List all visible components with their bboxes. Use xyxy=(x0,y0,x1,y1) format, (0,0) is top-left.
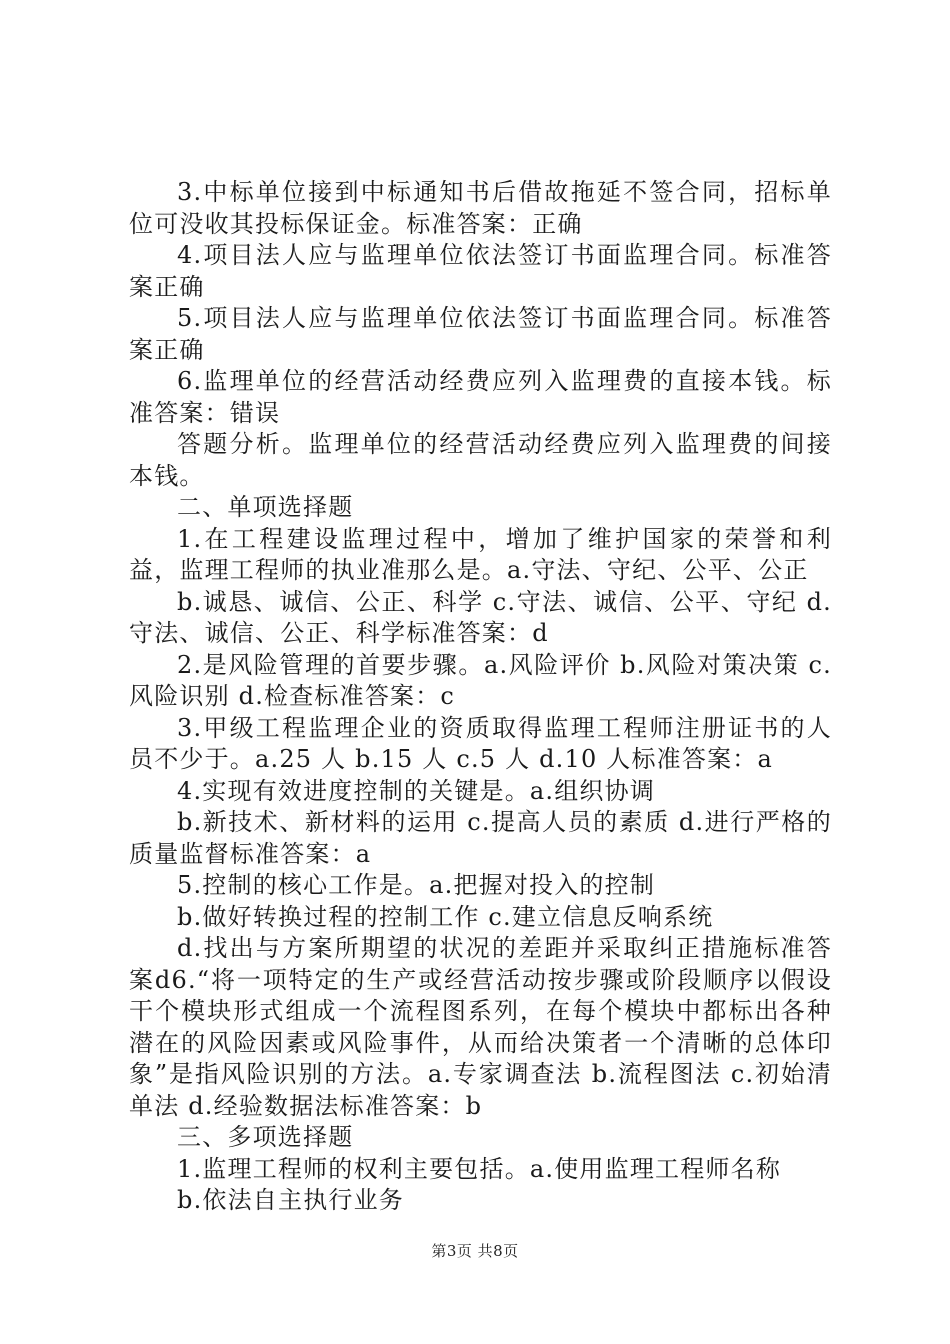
paragraph: 2.是风险管理的首要步骤。a.风险评价 b.风险对策决策 c.风险识别 d.检查标准答案：c xyxy=(129,650,832,710)
paragraph: b.做好转换过程的控制工作 c.建立信息反响系统 xyxy=(177,902,714,931)
paragraph: 1.在工程建设监理过程中，增加了维护国家的荣誉和利益，监理工程师的执业准那么是。a.守法、守纪、公平、公正 xyxy=(129,524,832,584)
page-number: 第3页 共8页 xyxy=(431,1242,519,1260)
document-body xyxy=(129,177,832,1217)
paragraph: 5.项目法人应与监理单位依法签订书面监理合同。标准答案正确 xyxy=(129,304,832,364)
paragraph: b.诚恳、诚信、公正、科学 c.守法、诚信、公平、守纪 d.守法、诚信、公正、科学标准答案：d xyxy=(129,587,832,647)
paragraph: 1.监理工程师的权利主要包括。a.使用监理工程师名称 xyxy=(177,1154,782,1183)
page-footer xyxy=(0,1240,950,1261)
paragraph: 答题分析。监理单位的经营活动经费应列入监理费的间接本钱。 xyxy=(129,430,832,490)
paragraph: 3.中标单位接到中标通知书后借故拖延不签合同，招标单位可没收其投标保证金。标准答案：正确 xyxy=(129,178,832,238)
paragraph: 4.项目法人应与监理单位依法签订书面监理合同。标准答案正确 xyxy=(129,241,832,301)
paragraph: d.找出与方案所期望的状况的差距并采取纠正措施标准答案d6.“将一项特定的生产或经营活动按步骤或阶段顺序以假设干个模块形式组成一个流程图系列，在每个模块中都标出各种潜在的风险因素或风险事件，从而给决策者一个清晰的总体印象”是指风险识别的方法。a.专家调查法 b.流程图法 c.初始清单法 d.经验数据法标准答案：b xyxy=(129,934,832,1120)
section-heading: 三、多项选择题 xyxy=(177,1123,354,1151)
section-heading: 二、单项选择题 xyxy=(177,493,354,521)
paragraph: 6.监理单位的经营活动经费应列入监理费的直接本钱。标准答案：错误 xyxy=(129,367,832,427)
paragraph: b.依法自主执行业务 xyxy=(177,1186,404,1214)
paragraph: b.新技术、新材料的运用 c.提高人员的素质 d.进行严格的质量监督标准答案：a xyxy=(129,808,832,868)
paragraph: 5.控制的核心工作是。a.把握对投入的控制 xyxy=(177,871,656,899)
paragraph: 4.实现有效进度控制的关键是。a.组织协调 xyxy=(177,776,656,805)
paragraph: 3.甲级工程监理企业的资质取得监理工程师注册证书的人员不少于。a.25 人 b.15 人 c.5 人 d.10 人标准答案：a xyxy=(129,713,832,773)
